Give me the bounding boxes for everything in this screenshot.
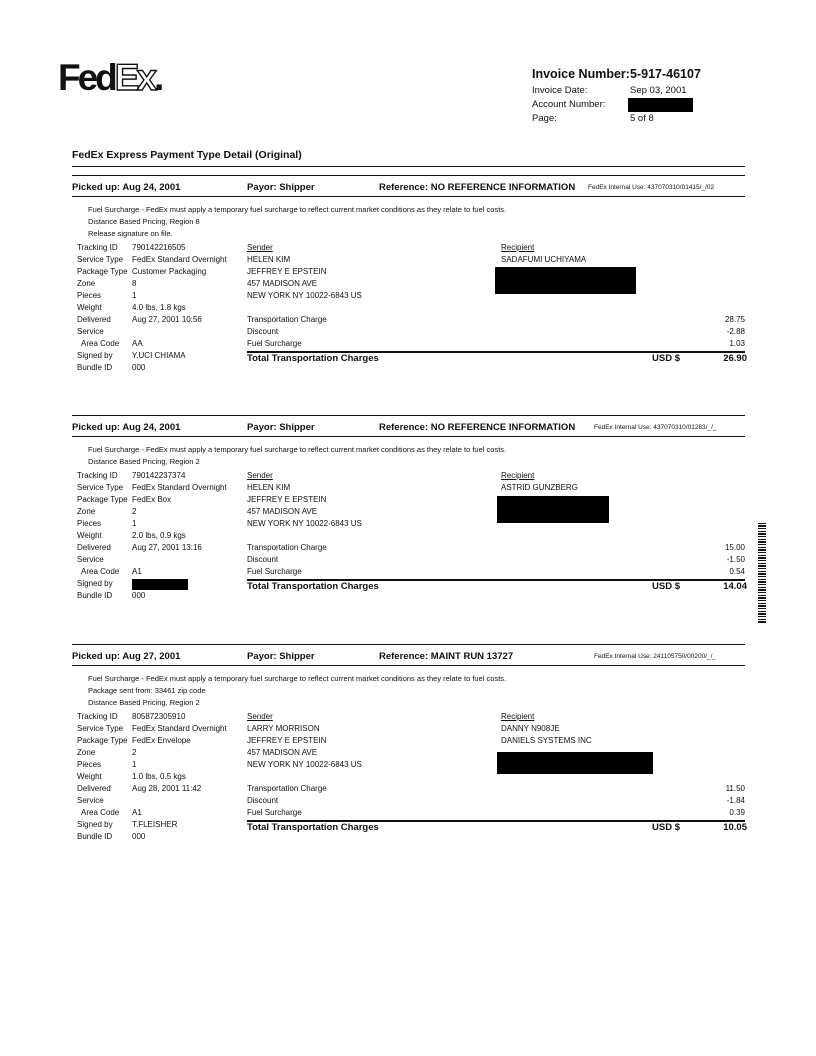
reference: Reference: NO REFERENCE INFORMATION [379,422,576,433]
tracking-id-value: 805872305910 [132,712,186,721]
area-code-label: Area Code [81,567,120,576]
signed-by-value: T.FLEISHER [132,820,178,829]
sender-line: LARRY MORRISON [247,724,320,733]
recipient-address-redaction [497,752,653,774]
weight-value: 1.0 lbs, 0.5 kgs [132,772,186,781]
discount-amount: -1.84 [726,796,745,805]
delivered-value: Aug 28, 2001 11:42 [132,784,202,793]
total-currency: USD $ [652,581,680,592]
discount-label: Discount [247,796,279,805]
fuel-surcharge-amount: 1.03 [729,339,745,348]
account-number-redaction [628,98,693,112]
area-code-label: Area Code [81,808,120,817]
service-type-value: FedEx Standard Overnight [132,255,227,264]
sender-line: NEW YORK NY 10022-6843 US [247,519,362,528]
service-type-value: FedEx Standard Overnight [132,483,227,492]
signed-by-value: Y.UCI CHIAMA [132,351,186,360]
logo-fed: Fed [58,57,115,98]
reference: Reference: MAINT RUN 13727 [379,651,514,662]
recipient-heading: Recipient [501,712,535,721]
area-code-label: Area Code [81,339,120,348]
section-header [72,651,745,665]
fuel-surcharge-label: Fuel Surcharge [247,339,302,348]
section-header-rule [72,436,745,437]
note-line: Package sent from: 33461 zip code [88,686,206,695]
transportation-charge-label: Transportation Charge [247,784,327,793]
recipient-heading: Recipient [501,243,535,252]
total-label: Total Transportation Charges [247,353,379,364]
weight-label: Weight [77,303,102,312]
recipient-block [501,470,578,494]
bundle-id-label: Bundle ID [77,832,113,841]
logo-dot: . [154,57,162,98]
delivered-label: Delivered [77,784,111,793]
transportation-charge-row [247,783,745,795]
bundle-id-value: 000 [132,363,146,372]
service-label: Service [77,327,104,336]
pieces-value: 1 [132,291,137,300]
payor: Payor: Shipper [247,422,315,433]
sender-heading: Sender [247,471,273,480]
total-amount: 14.04 [723,581,747,592]
delivered-label: Delivered [77,543,111,552]
payor: Payor: Shipper [247,182,315,193]
signed-by-redaction [132,579,188,590]
sender-line: HELEN KIM [247,255,291,264]
transportation-charge-label: Transportation Charge [247,315,327,324]
package-type-label: Package Type [77,267,128,276]
sender-block [247,711,362,771]
total-currency: USD $ [652,822,680,833]
transportation-charge-amount: 28.75 [724,315,745,324]
service-label: Service [77,796,104,805]
weight-value: 4.0 lbs, 1.8 kgs [132,303,186,312]
internal-use: FedEx Internal Use: 241105750/00200/_/_ [594,653,717,660]
zone-value: 8 [132,279,137,288]
area-code-value: A1 [132,567,142,576]
section-top-rule [72,644,745,645]
package-type-label: Package Type [77,736,128,745]
transportation-charge-row [247,314,745,326]
fuel-surcharge-amount: 0.39 [729,808,745,817]
service-type-label: Service Type [77,255,124,264]
fuel-surcharge-label: Fuel Surcharge [247,567,302,576]
shipment-section [0,645,816,875]
discount-label: Discount [247,555,279,564]
package-type-value: FedEx Envelope [132,736,191,745]
tracking-id-value: 790142237374 [132,471,186,480]
signed-by-label: Signed by [77,579,113,588]
section-top-rule [72,175,745,176]
document-title: FedEx Express Payment Type Detail (Original) [72,149,302,161]
discount-row [247,326,745,338]
total-currency: USD $ [652,353,680,364]
page-row [532,112,782,126]
area-code-value: AA [132,339,143,348]
shipment-notes [88,444,506,468]
sender-heading: Sender [247,243,273,252]
sender-heading: Sender [247,712,273,721]
note-line: Distance Based Pricing, Region 2 [88,698,200,707]
fuel-surcharge-amount: 0.54 [729,567,745,576]
service-label: Service [77,555,104,564]
bundle-id-label: Bundle ID [77,591,113,600]
zone-label: Zone [77,507,96,516]
note-line: Fuel Surcharge - FedEx must apply a temporary fuel surcharge to reflect current market conditions as they relate to fuel costs. [88,445,507,454]
transportation-charge-label: Transportation Charge [247,543,327,552]
charges [247,542,745,578]
invoice-info [532,66,782,126]
barcode [758,523,766,623]
discount-row [247,795,745,807]
total-amount: 10.05 [723,822,747,833]
sender-block [247,470,362,530]
invoice-date-label: Invoice Date: [532,85,588,96]
total-amount: 26.90 [723,353,747,364]
pieces-label: Pieces [77,760,102,769]
recipient-block [501,242,586,266]
section-header [72,182,745,196]
charges [247,783,745,819]
package-type-label: Package Type [77,495,128,504]
picked-up: Picked up: Aug 27, 2001 [72,651,181,662]
picked-up: Picked up: Aug 24, 2001 [72,422,181,433]
discount-amount: -2.88 [726,327,745,336]
area-code-value: A1 [132,808,142,817]
recipient-address-redaction [495,267,636,294]
shipment-section [0,176,816,406]
transportation-charge-amount: 11.50 [725,784,745,793]
discount-label: Discount [247,327,279,336]
weight-label: Weight [77,772,102,781]
recipient-address-redaction [497,496,609,523]
pieces-label: Pieces [77,291,102,300]
service-type-value: FedEx Standard Overnight [132,724,227,733]
pieces-label: Pieces [77,519,102,528]
signed-by-label: Signed by [77,820,113,829]
logo-ex: Ex [114,57,155,98]
invoice-date-row [532,84,782,98]
internal-use: FedEx Internal Use: 437070310/01283/_/_ [594,424,717,431]
fedex-logo [58,58,161,98]
bundle-id-value: 000 [132,591,146,600]
fuel-surcharge-row [247,807,745,819]
tracking-id-label: Tracking ID [77,712,118,721]
sender-line: JEFFREY E EPSTEIN [247,736,327,745]
note-line: Distance Based Pricing, Region 8 [88,217,200,226]
zone-value: 2 [132,748,137,757]
service-type-label: Service Type [77,724,124,733]
note-line: Distance Based Pricing, Region 2 [88,457,200,466]
sender-line: 457 MADISON AVE [247,748,318,757]
recipient-line: ASTRID GUNZBERG [501,483,578,492]
pieces-value: 1 [132,760,137,769]
shipment-notes [88,204,506,240]
signed-by-label: Signed by [77,351,113,360]
zone-label: Zone [77,279,96,288]
picked-up: Picked up: Aug 24, 2001 [72,182,181,193]
sender-line: HELEN KIM [247,483,291,492]
recipient-line: DANIELS SYSTEMS INC [501,736,592,745]
account-number-label: Account Number: [532,99,606,110]
weight-label: Weight [77,531,102,540]
note-line: Release signature on file. [88,229,173,238]
delivered-value: Aug 27, 2001 10:56 [132,315,202,324]
note-line: Fuel Surcharge - FedEx must apply a temporary fuel surcharge to reflect current market conditions as they relate to fuel costs. [88,205,507,214]
title-divider [72,166,745,167]
transportation-charge-amount: 15.00 [724,543,745,552]
sender-line: NEW YORK NY 10022-6843 US [247,760,362,769]
delivered-label: Delivered [77,315,111,324]
pieces-value: 1 [132,519,137,528]
note-line: Fuel Surcharge - FedEx must apply a temporary fuel surcharge to reflect current market conditions as they relate to fuel costs. [88,674,507,683]
tracking-id-value: 790142216505 [132,243,186,252]
invoice-number-label: Invoice Number: [532,67,630,81]
delivered-value: Aug 27, 2001 13:16 [132,543,202,552]
fuel-surcharge-row [247,566,745,578]
invoice-date: Sep 03, 2001 [630,85,687,96]
charges [247,314,745,350]
section-header-rule [72,196,745,197]
weight-value: 2.0 lbs, 0.9 kgs [132,531,186,540]
total-row [247,822,747,836]
sender-line: JEFFREY E EPSTEIN [247,495,327,504]
total-row [247,581,747,595]
recipient-line: SADAFUMI UCHIYAMA [501,255,587,264]
total-label: Total Transportation Charges [247,581,379,592]
bundle-id-value: 000 [132,832,146,841]
tracking-id-label: Tracking ID [77,471,118,480]
shipment-notes [88,673,506,709]
service-type-label: Service Type [77,483,124,492]
zone-label: Zone [77,748,96,757]
discount-row [247,554,745,566]
page-number: 5 of 8 [630,113,654,124]
bundle-id-label: Bundle ID [77,363,113,372]
package-type-value: Customer Packaging [132,267,207,276]
account-number-row [532,98,782,112]
section-top-rule [72,415,745,416]
fuel-surcharge-row [247,338,745,350]
discount-amount: -1.50 [726,555,745,564]
sender-block [247,242,362,302]
section-header-rule [72,665,745,666]
recipient-heading: Recipient [501,471,535,480]
invoice-number: 5-917-46107 [630,67,701,81]
transportation-charge-row [247,542,745,554]
recipient-block [501,711,592,747]
recipient-line: DANNY N908JE [501,724,560,733]
sender-line: NEW YORK NY 10022-6843 US [247,291,362,300]
sender-line: 457 MADISON AVE [247,507,318,516]
payor: Payor: Shipper [247,651,315,662]
section-header [72,422,745,436]
sender-line: JEFFREY E EPSTEIN [247,267,327,276]
zone-value: 2 [132,507,137,516]
sender-line: 457 MADISON AVE [247,279,318,288]
total-label: Total Transportation Charges [247,822,379,833]
fuel-surcharge-label: Fuel Surcharge [247,808,302,817]
invoice-number-row [532,66,782,84]
tracking-id-label: Tracking ID [77,243,118,252]
package-type-value: FedEx Box [132,495,172,504]
reference: Reference: NO REFERENCE INFORMATION [379,182,576,193]
page-label: Page: [532,113,557,124]
internal-use: FedEx Internal Use: 437070310/01415/_/02 [588,184,715,191]
total-row [247,353,747,367]
shipment-section [0,416,816,646]
